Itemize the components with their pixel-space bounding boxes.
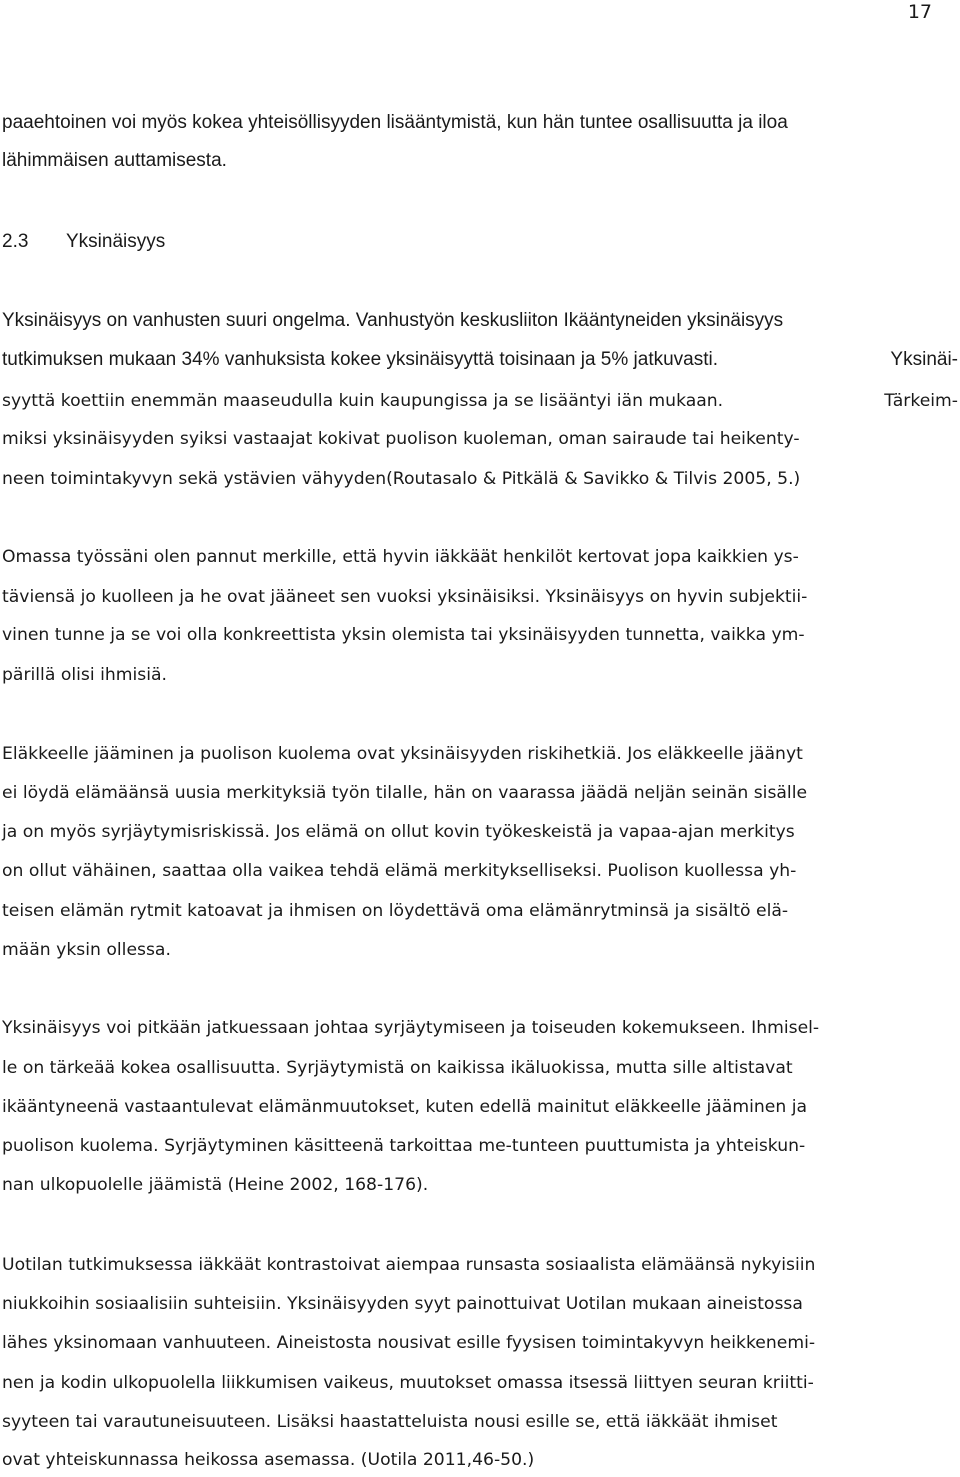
paragraph-4-line-2: ei löydä elämäänsä uusia merkityksiä työn tilalle, hän on vaarassa jäädä neljän seinän sisälle	[2, 783, 808, 803]
paragraph-4-line-5: teisen elämän rytmit katoavat ja ihmisen on löydettävä oma elämänrytminsä ja sisältö elä-	[2, 901, 789, 921]
paragraph-2-line-2-tail: Yksinäi-	[890, 349, 958, 370]
paragraph-4-line-4: on ollut vähäinen, saattaa olla vaikea tehdä elämä merkitykselliseksi. Puolison kuollessa yh-	[2, 861, 797, 881]
paragraph-1-line-2: lähimmäisen auttamisesta.	[2, 150, 227, 171]
paragraph-6-line-1: Uotilan tutkimuksessa iäkkäät kontrastoivat aiempaa runsasta sosiaalista elämäänsä nykyisiin	[2, 1255, 816, 1275]
paragraph-3-line-2: täviensä jo kuolleen ja he ovat jääneet sen vuoksi yksinäisiksi. Yksinäisyys on hyvin subjektii-	[2, 587, 808, 607]
paragraph-6-line-3: lähes yksinomaan vanhuuteen. Aineistosta nousivat esille fyysisen toimintakyvyn heikkenemi-	[2, 1333, 816, 1353]
paragraph-6-line-5: syyteen tai varautuneisuuteen. Lisäksi haastatteluista nousi esille se, että iäkkäät ihmiset	[2, 1412, 778, 1432]
paragraph-6-line-2: niukkoihin sosiaalisiin suhteisiin. Yksinäisyyden syyt painottuivat Uotilan mukaan aineistossa	[2, 1294, 803, 1314]
paragraph-2-line-3-tail: Tärkeim-	[884, 391, 958, 411]
paragraph-4-line-3: ja on myös syrjäytymisriskissä. Jos elämä on ollut kovin työkeskeistä ja vapaa-ajan merkitys	[2, 822, 795, 842]
paragraph-6-line-4: nen ja kodin ulkopuolella liikkumisen vaikeus, muutokset omassa itsessä liittyen seuran kriitti-	[2, 1373, 814, 1393]
paragraph-2-line-2-text: tutkimuksen mukaan 34% vanhuksista kokee yksinäisyyttä toisinaan ja 5% jatkuvasti.	[2, 349, 719, 370]
paragraph-2-line-3-text: syyttä koettiin enemmän maaseudulla kuin kaupungissa ja se lisääntyi iän mukaan.	[2, 391, 724, 411]
paragraph-4-line-1: Eläkkeelle jääminen ja puolison kuolema ovat yksinäisyyden riskihetkiä. Jos eläkkeelle jäänyt	[2, 744, 803, 764]
paragraph-5-line-1: Yksinäisyys voi pitkään jatkuessaan johtaa syrjäytymiseen ja toiseuden kokemukseen. Ihmisel-	[2, 1018, 820, 1038]
paragraph-2-line-5: neen toimintakyvyn sekä ystävien vähyyden(Routasalo & Pitkälä & Savikko & Tilvis 2005, 5.)	[2, 469, 801, 489]
paragraph-6-line-6: ovat yhteiskunnassa heikossa asemassa. (Uotila 2011,46-50.)	[2, 1450, 535, 1470]
paragraph-3-line-3: vinen tunne ja se voi olla konkreettista yksin olemista tai yksinäisyyden tunnetta, vaikka ym-	[2, 625, 805, 645]
paragraph-5-line-3: ikääntyneenä vastaantulevat elämänmuutokset, kuten edellä mainitut eläkkeelle jääminen ja	[2, 1097, 807, 1117]
paragraph-2-line-3	[2, 389, 958, 413]
section-title: Yksinäisyys	[66, 231, 166, 252]
paragraph-4-line-6: mään yksin ollessa.	[2, 940, 171, 960]
paragraph-3-line-4: pärillä olisi ihmisiä.	[2, 665, 168, 685]
paragraph-5-line-4: puolison kuolema. Syrjäytyminen käsitteenä tarkoittaa me-tunteen puuttumista ja yhteiskun-	[2, 1136, 806, 1156]
paragraph-2-line-1: Yksinäisyys on vanhusten suuri ongelma. Vanhustyön keskusliiton Ikääntyneiden yksinäisyys	[2, 310, 784, 331]
page-number: 17	[907, 1, 932, 23]
paragraph-3-line-1: Omassa työssäni olen pannut merkille, että hyvin iäkkäät henkilöt kertovat jopa kaikkien ys-	[2, 547, 799, 567]
section-heading	[2, 230, 165, 254]
paragraph-5-line-5: nan ulkopuolelle jäämistä (Heine 2002, 168-176).	[2, 1175, 429, 1195]
paragraph-2-line-2	[2, 348, 958, 372]
paragraph-1-line-1: paaehtoinen voi myös kokea yhteisöllisyyden lisääntymistä, kun hän tuntee osallisuutta ja iloa	[2, 112, 788, 133]
paragraph-2-line-4: miksi yksinäisyyden syiksi vastaajat kokivat puolison kuoleman, oman sairaude tai heikenty-	[2, 429, 800, 449]
paragraph-5-line-2: le on tärkeää kokea osallisuutta. Syrjäytymistä on kaikissa ikäluokissa, mutta sille altistavat	[2, 1058, 793, 1078]
section-number: 2.3	[2, 231, 29, 252]
